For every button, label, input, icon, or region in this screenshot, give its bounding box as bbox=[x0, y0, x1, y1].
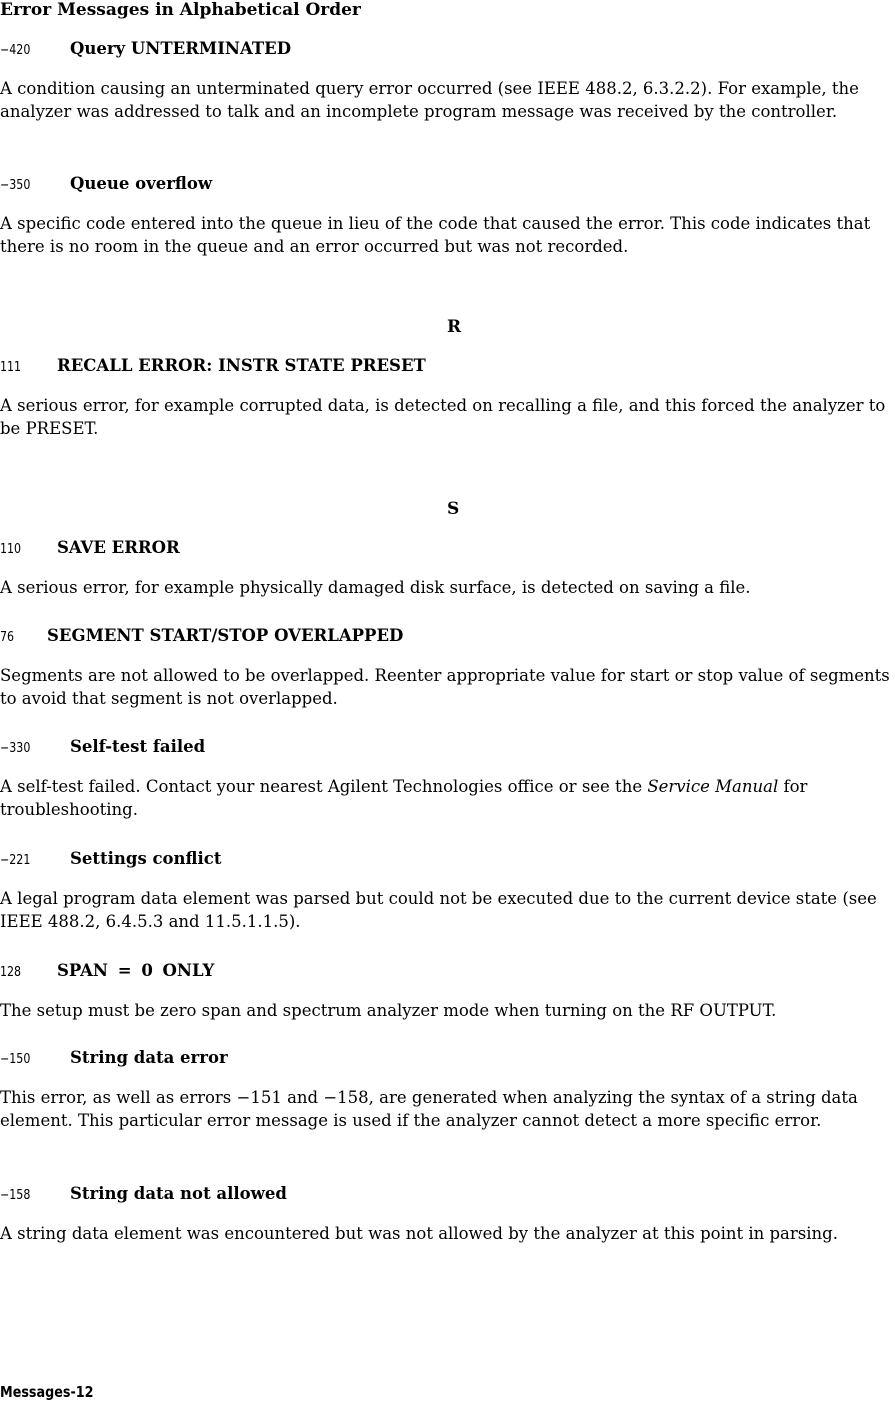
error-title: SAVE ERROR bbox=[57, 538, 180, 557]
section-letter-r: R bbox=[447, 317, 462, 337]
error-title: Settings conflict bbox=[70, 849, 222, 868]
error-description bbox=[0, 775, 895, 821]
error-code: −221 bbox=[0, 853, 31, 868]
section-letter-s: S bbox=[447, 499, 460, 519]
error-description: A serious error, for example physically damaged disk surface, is detected on saving a file. bbox=[0, 578, 751, 597]
error-code: 110 bbox=[0, 542, 22, 557]
error-code: 76 bbox=[0, 630, 15, 645]
entry-header bbox=[0, 625, 895, 649]
error-title: SEGMENT START/STOP OVERLAPPED bbox=[47, 626, 404, 645]
error-title: Query UNTERMINATED bbox=[70, 39, 292, 58]
page-number: Messages-12 bbox=[0, 1383, 94, 1401]
description-text: for troubleshooting. bbox=[0, 777, 808, 819]
error-description: A serious error, for example corrupted data, is detected on recalling a file, and this forced the analyzer to be PRESET. bbox=[0, 396, 886, 438]
error-description: A specific code entered into the queue in lieu of the code that caused the error. This code indicates that there is no room in the queue and an error occurred but was not recorded. bbox=[0, 214, 871, 256]
error-description: A legal program data element was parsed but could not be executed due to the current device state (see IEEE 488.2, 6.4.5.3 and 11.5.1.1.5). bbox=[0, 889, 877, 931]
error-description: A condition causing an unterminated query error occurred (see IEEE 488.2, 6.3.2.2). For example, the analyzer was addressed to talk and an incomplete program message was received by the controller. bbox=[0, 79, 859, 121]
error-code: 128 bbox=[0, 965, 22, 980]
description-text: A self-test failed. Contact your nearest Agilent Technologies office or see the bbox=[0, 777, 648, 796]
entry-header bbox=[0, 537, 895, 561]
entry-header bbox=[0, 848, 895, 872]
error-title: SPAN = 0 ONLY bbox=[57, 961, 215, 980]
entry-header bbox=[0, 960, 895, 984]
error-title: Self-test failed bbox=[70, 737, 206, 756]
error-title: RECALL ERROR: INSTR STATE PRESET bbox=[57, 356, 426, 375]
error-description: The setup must be zero span and spectrum analyzer mode when turning on the RF OUTPUT. bbox=[0, 1001, 777, 1020]
error-code: −350 bbox=[0, 178, 31, 193]
error-description: A string data element was encountered but was not allowed by the analyzer at this point in parsing. bbox=[0, 1224, 838, 1243]
error-title: Queue overflow bbox=[70, 174, 213, 193]
entry-header bbox=[0, 1047, 895, 1071]
entry-header bbox=[0, 355, 895, 379]
error-description: This error, as well as errors −151 and −158, are generated when analyzing the syntax of a string data element. This particular error message is used if the analyzer cannot detect a more specific error. bbox=[0, 1088, 858, 1130]
error-code: −420 bbox=[0, 43, 31, 58]
entry-header bbox=[0, 38, 895, 62]
error-code: −158 bbox=[0, 1188, 31, 1203]
error-code: −150 bbox=[0, 1052, 31, 1067]
entry-header bbox=[0, 736, 895, 760]
error-description: Segments are not allowed to be overlapped. Reenter appropriate value for start or stop value of segments to avoid that segment is not overlapped. bbox=[0, 666, 890, 708]
error-code: 111 bbox=[0, 360, 22, 375]
error-title: String data not allowed bbox=[70, 1184, 287, 1203]
page-header: Error Messages in Alphabetical Order bbox=[0, 0, 361, 20]
entry-header bbox=[0, 1183, 895, 1207]
service-manual-reference: Service Manual bbox=[647, 777, 779, 796]
error-title: String data error bbox=[70, 1048, 228, 1067]
error-code: −330 bbox=[0, 741, 31, 756]
entry-header bbox=[0, 173, 895, 197]
